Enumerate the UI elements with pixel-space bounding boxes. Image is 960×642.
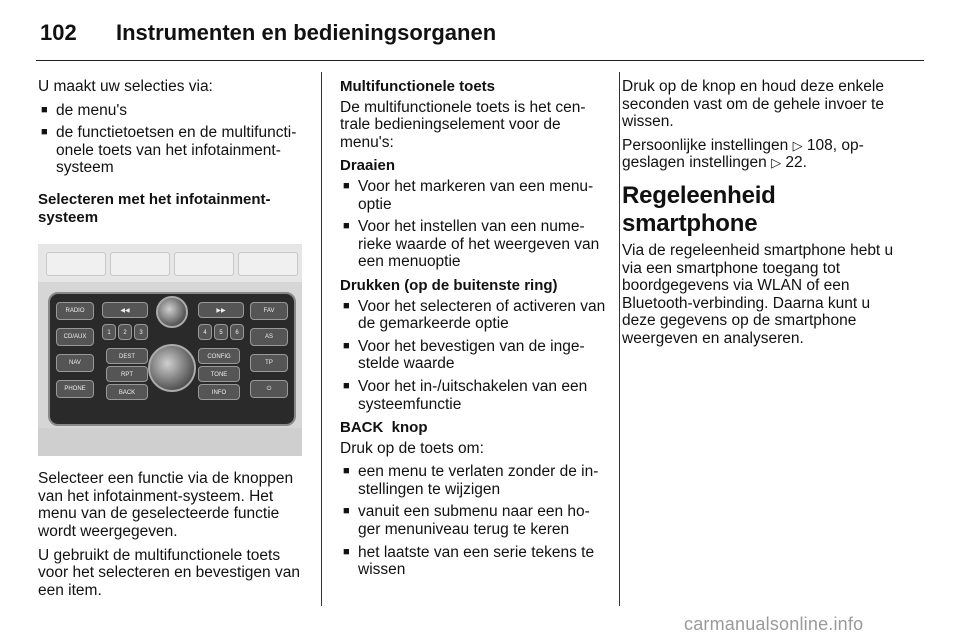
infotainment-panel-image xyxy=(38,244,302,456)
list-item: ■ Voor het in-/uitschakelen van een systeemfunctie xyxy=(340,378,608,413)
arrow-right-icon: ▷ xyxy=(771,155,782,171)
header-divider xyxy=(36,60,924,61)
rpt-button: RPT xyxy=(106,366,148,382)
nav-button: NAV xyxy=(56,354,94,372)
subheading-infotainment: Selecteren met het infotainment-systeem xyxy=(38,190,271,226)
control-panel xyxy=(48,292,296,426)
column-3 xyxy=(622,78,906,354)
column-divider-1 xyxy=(321,72,322,606)
multifunction-knob-icon xyxy=(148,344,196,392)
watermark: carmanualsonline.info xyxy=(684,614,864,634)
intro-text: U maakt uw selecties via: xyxy=(38,78,213,95)
preset-3-button: 3 xyxy=(134,324,148,340)
vent-icon xyxy=(46,252,106,276)
as-button: AS xyxy=(250,328,288,346)
vent-icon xyxy=(238,252,298,276)
phone-button: PHONE xyxy=(56,380,94,398)
tone-button: TONE xyxy=(198,366,240,382)
page-number: 102 xyxy=(40,20,77,45)
cross-reference-paragraph: Persoonlijke instellingen ▷ 108, op-geslagen instellingen ▷ 22. xyxy=(622,136,864,172)
seek-back-button: ◀◀ xyxy=(102,302,148,318)
paragraph: U gebruikt de multifunctionele toets voor het selecteren en bevestigen van een item. xyxy=(38,546,300,599)
info-button: INFO xyxy=(198,384,240,400)
page-ref[interactable]: 22 xyxy=(785,154,803,172)
preset-6-button: 6 xyxy=(230,324,244,340)
subheading-rotate: Draaien xyxy=(340,157,396,175)
preset-5-button: 5 xyxy=(214,324,228,340)
list-item: ■ Voor het markeren van een menu-optie xyxy=(340,178,608,213)
paragraph: De multifunctionele toets is het cen-trale bedieningselement voor de menu's: xyxy=(340,98,586,151)
subheading-press: Drukken (op de buitenste ring) xyxy=(340,276,558,294)
paragraph: Druk op de toets om: xyxy=(340,439,484,457)
tp-button: TP xyxy=(250,354,288,372)
list-item: ■ Voor het bevestigen van de inge-stelde waarde xyxy=(340,338,608,373)
vent-icon xyxy=(110,252,170,276)
back-button: BACK xyxy=(106,384,148,400)
page-header xyxy=(36,16,926,62)
list-item: ■ een menu te verlaten zonder de in-stellingen te wijzigen xyxy=(340,463,608,498)
paragraph: Via de regeleenheid smartphone hebt u via een smartphone toegang tot boordgegevens via WLAN of een Bluetooth-verbinding. Daarna kunt u deze gegevens op de smartphone weergeven en analyseren. xyxy=(622,241,894,347)
list-item: ■ het laatste van een serie tekens te wissen xyxy=(340,544,608,579)
page-title: Instrumenten en bedieningsorganen xyxy=(116,20,497,45)
subheading-multifunction: Multifunctionele toets xyxy=(340,78,495,95)
page-ref[interactable]: 108 xyxy=(806,136,833,154)
back-list xyxy=(340,463,608,579)
list-item: ■ Voor het selecteren of activeren van de gemarkeerde optie xyxy=(340,298,608,333)
dest-button: DEST xyxy=(106,348,148,364)
list-item: ■ de functietoetsen en de multifuncti-onele toets van het infotainment-systeem xyxy=(38,124,308,177)
section-heading: Regeleenheid smartphone xyxy=(622,181,776,237)
preset-1-button: 1 xyxy=(102,324,116,340)
paragraph: Selecteer een functie via de knoppen van het infotainment-systeem. Het menu van de geselecteerde functie wordt weergegeven. xyxy=(38,470,294,540)
press-list xyxy=(340,298,608,414)
radio-button: RADIO xyxy=(56,302,94,320)
cd-aux-button: CD/AUX xyxy=(56,328,94,346)
column-2 xyxy=(340,78,608,585)
vent-icon xyxy=(174,252,234,276)
subheading-back: BACK knop xyxy=(340,419,428,437)
list-item: ■ vanuit een submenu naar een ho-ger menuniveau terug te keren xyxy=(340,503,608,538)
list-item: ■ de menu's xyxy=(38,102,308,120)
list-item: ■ Voor het instellen van een nume-rieke waarde of het weergeven van een menuoptie xyxy=(340,218,608,271)
paragraph: Druk op de knop en houd deze enkele seconden vast om de gehele invoer te wissen. xyxy=(622,78,884,131)
dashboard-lower xyxy=(38,428,302,456)
seek-forward-button: ▶▶ xyxy=(198,302,244,318)
power-button: ⏻ xyxy=(250,380,288,398)
preset-2-button: 2 xyxy=(118,324,132,340)
column-1 xyxy=(38,78,308,605)
dashboard-vents xyxy=(38,244,302,282)
fav-button: FAV xyxy=(250,302,288,320)
config-button: CONFIG xyxy=(198,348,240,364)
arrow-right-icon: ▷ xyxy=(792,137,803,153)
volume-knob-icon xyxy=(156,296,188,328)
rotate-list xyxy=(340,178,608,271)
selection-list xyxy=(38,102,308,177)
column-divider-2 xyxy=(619,72,620,606)
preset-4-button: 4 xyxy=(198,324,212,340)
